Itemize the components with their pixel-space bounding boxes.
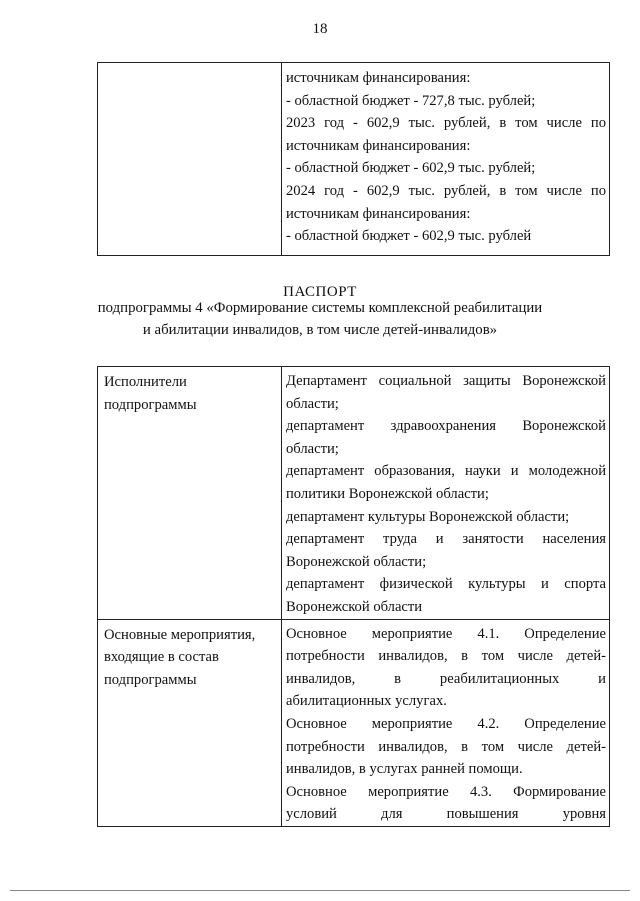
text-line: области; (286, 440, 339, 457)
table-row (98, 63, 610, 256)
funding-cell (282, 63, 610, 256)
text-line: департамент здравоохранения Воронежской (286, 418, 606, 435)
text-line: - областной бюджет - 602,9 тыс. рублей; (286, 160, 536, 177)
text-line: департамент культуры Воронежской области; (286, 508, 570, 525)
executors-value-cell (282, 367, 610, 620)
text-line: политики Воронежской области; (286, 485, 489, 502)
text-line: департамент труда и занятости населения (286, 531, 606, 548)
text-line: - областной бюджет - 602,9 тыс. рублей (286, 228, 532, 245)
passport-subtitle-line-2: и абилитации инвалидов, в том числе детей-инвалидов» (142, 322, 498, 338)
passport-table (97, 366, 610, 827)
text-line: департамент физической культуры и спорта (286, 576, 606, 593)
label-line: входящие в состав (104, 649, 219, 666)
text-line: инвалидов, в услугах ранней помощи. (286, 761, 523, 778)
text-line: абилитационных услугах. (286, 693, 447, 710)
text-line: - областной бюджет - 727,8 тыс. рублей; (286, 92, 536, 109)
text-line: источникам финансирования: (286, 205, 471, 222)
label-line: Исполнители (104, 374, 187, 390)
table-row (98, 367, 610, 620)
text-line: источникам финансирования: (286, 70, 471, 86)
page-bottom-rule (10, 890, 630, 891)
text-line: Департамент социальной защиты Воронежской (286, 373, 606, 389)
text-line: условий для повышения уровня (286, 806, 606, 823)
text-line: 2024 год - 602,9 тыс. рублей, в том числе по (286, 182, 606, 199)
text-line: источникам финансирования: (286, 137, 471, 154)
text-line: Основное мероприятие 4.2. Определение (286, 715, 606, 732)
label-line: подпрограммы (104, 671, 197, 688)
text-line: Воронежской области (286, 598, 423, 615)
label-line: Основные мероприятия, (104, 626, 256, 643)
text-line: области; (286, 395, 339, 412)
empty-label-cell (98, 63, 282, 256)
text-line: 2023 год - 602,9 тыс. рублей, в том числе по (286, 115, 606, 132)
funding-table-continuation (97, 62, 610, 256)
text-line: департамент образования, науки и молодежной (286, 463, 606, 480)
passport-title: ПАСПОРТ (283, 284, 357, 300)
text-line: потребности инвалидов, в том числе детей- (286, 648, 606, 665)
text-line: инвалидов, в реабилитационных и (286, 670, 606, 687)
text-line: потребности инвалидов, в том числе детей- (286, 738, 606, 755)
page-number: 18 (312, 21, 328, 37)
table-row (98, 619, 610, 826)
passport-subtitle-line-1: подпрограммы 4 «Формирование системы комплексной реабилитации (97, 300, 543, 316)
activities-value-cell (282, 619, 610, 826)
text-line: Основное мероприятие 4.3. Формирование (286, 783, 606, 800)
text-line: Основное мероприятие 4.1. Определение (286, 625, 606, 642)
text-line: Воронежской области; (286, 553, 427, 570)
label-line: подпрограммы (104, 396, 197, 413)
activities-label-cell (98, 619, 282, 826)
executors-label-cell (98, 367, 282, 620)
